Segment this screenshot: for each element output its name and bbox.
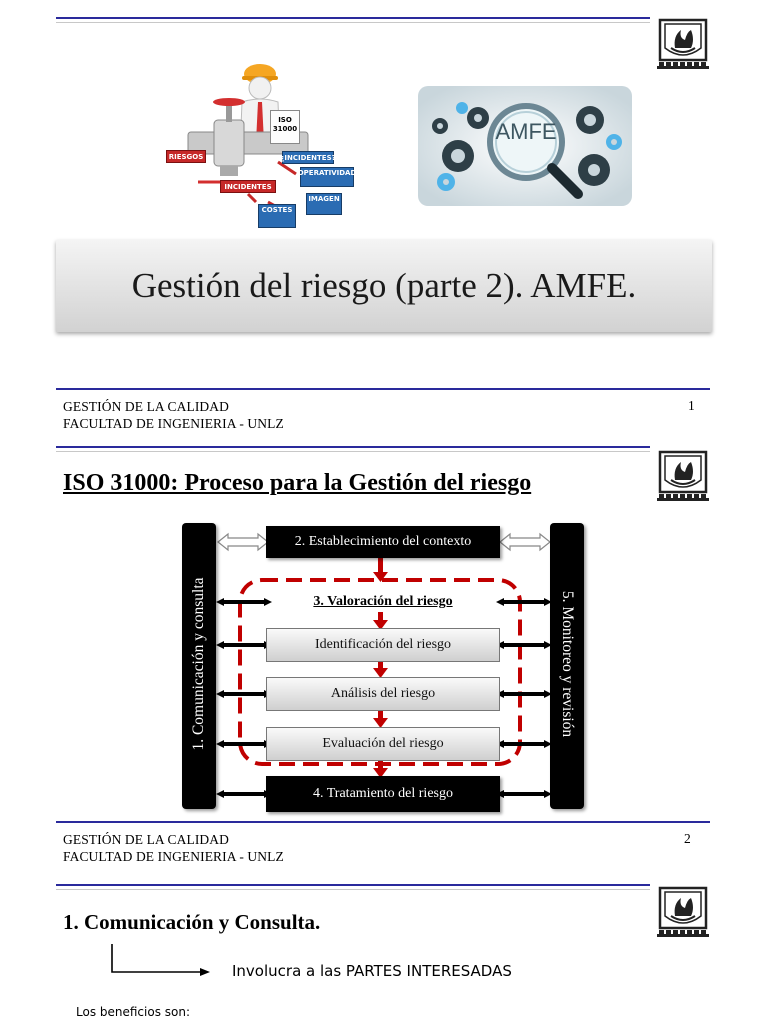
footer-2-line1: GESTIÓN DE LA CALIDAD (63, 832, 229, 847)
iso-card-line2: 31000 (272, 125, 298, 133)
footer-1-line1: GESTIÓN DE LA CALIDAD (63, 399, 229, 414)
amfe-gears-illustration (418, 86, 632, 206)
tag-riesgos: RIESGOS (166, 150, 206, 163)
page-number-1: 1 (688, 398, 695, 413)
slide-2-heading: ISO 31000: Proceso para la Gestión del riesgo (63, 470, 532, 496)
university-logo (657, 18, 709, 72)
tag-incidentes-question: ¿INCIDENTES? (282, 151, 334, 164)
tag-costes: COSTES (258, 204, 296, 228)
iso-31000-card (270, 110, 300, 144)
context-box: 2. Establecimiento del contexto (266, 526, 500, 558)
diagram-connectors (180, 520, 590, 815)
benefits-text: Los beneficios son: (76, 1005, 191, 1019)
identification-box: Identificación del riesgo (266, 628, 500, 662)
footer-1 (63, 398, 284, 432)
tag-operatividad: OPERATIVIDAD (300, 167, 354, 187)
slide-3-top-rule-shadow (56, 889, 650, 890)
iso-card-line1: ISO (278, 116, 292, 124)
slide-3-top-rule (56, 884, 650, 886)
footer-2 (63, 831, 284, 865)
analysis-box: Análisis del riesgo (266, 677, 500, 711)
footer-rule-1 (56, 388, 710, 390)
elbow-arrow (108, 942, 212, 976)
tag-imagen: IMAGEN (306, 193, 342, 215)
left-bar-label: 1. Comunicación y consulta (190, 577, 207, 751)
university-logo (657, 450, 709, 504)
university-logo (657, 886, 709, 940)
evaluation-box: Evaluación del riesgo (266, 727, 500, 761)
slide-1-title-box (56, 240, 712, 332)
footer-2-line2: FACULTAD DE INGENIERIA - UNLZ (63, 849, 284, 864)
involves-text: Involucra a las PARTES INTERESADAS (232, 962, 512, 980)
top-rule-shadow (56, 22, 650, 23)
page-number-2: 2 (684, 831, 691, 846)
tag-incidentes: INCIDENTES (220, 180, 276, 193)
footer-1-line2: FACULTAD DE INGENIERIA - UNLZ (63, 416, 284, 431)
assessment-label: 3. Valoración del riesgo (313, 594, 453, 609)
top-rule (56, 17, 650, 19)
treatment-box: 4. Tratamiento del riesgo (266, 776, 500, 812)
right-bar-label: 5. Monitoreo y revisión (559, 590, 576, 738)
slide-2-top-rule-shadow (56, 451, 650, 452)
amfe-label: AMFE (495, 119, 557, 144)
slide-3-heading: 1. Comunicación y Consulta. (63, 910, 321, 934)
footer-rule-2 (56, 821, 710, 823)
slide-2-top-rule (56, 446, 650, 448)
slide-1-title: Gestión del riesgo (parte 2). AMFE. (131, 266, 637, 305)
